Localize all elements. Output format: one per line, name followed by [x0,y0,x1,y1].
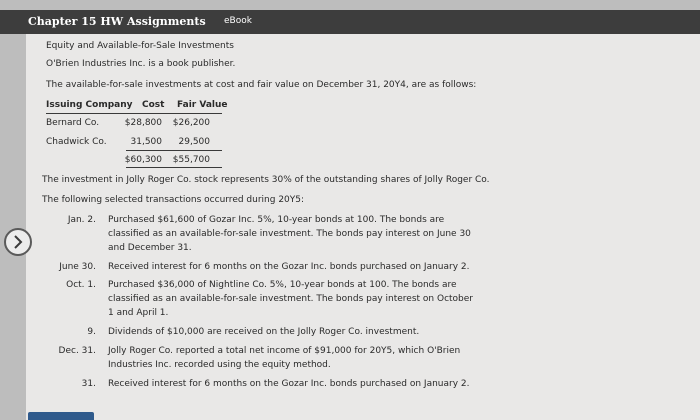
transaction-date: Oct. 1. [66,280,96,290]
problem-heading: Equity and Available-for-Sale Investments [46,41,234,51]
transaction-text: Purchased $36,000 of Nightline Co. 5%, 10-year bonds at 100. The bonds are [108,280,457,290]
ownership-note: The investment in Jolly Roger Co. stock represents 30% of the outstanding shares of Jolly Roger Co. [42,175,490,185]
investments-intro: The available-for-sale investments at cost and fair value on December 31, 20Y4, are as follows: [46,80,477,90]
bottom-action-tab[interactable] [28,412,94,420]
transaction-text: Dividends of $10,000 are received on the Jolly Roger Co. investment. [108,327,420,337]
transaction-text: Industries Inc. recorded using the equity method. [108,360,331,370]
next-nav-button[interactable] [4,228,32,256]
table-cell-cost: $28,800 [124,118,162,128]
transaction-date: Jan. 2. [67,215,96,225]
table-header-rule [46,113,222,114]
chevron-right-icon [12,235,24,249]
table-subtotal-rule [126,150,222,151]
transaction-text: Received interest for 6 months on the Gozar Inc. bonds purchased on January 2. [108,262,470,272]
table-total-cost: $60,300 [124,155,162,165]
transactions-intro: The following selected transactions occurred during 20Y5: [42,195,305,205]
table-header-fair-value: Fair Value [177,100,228,110]
transaction-text: and December 31. [108,243,192,253]
table-cell-fair-value: $26,200 [172,118,210,128]
table-cell-company: Bernard Co. [46,118,100,128]
table-header-company: Issuing Company [46,100,133,110]
transaction-text: 1 and April 1. [108,308,169,318]
table-header-cost: Cost [142,100,165,110]
transaction-text: classified as an available-for-sale investment. The bonds pay interest on October [108,294,474,304]
transaction-text: Received interest for 6 months on the Gozar Inc. bonds purchased on January 2. [108,379,470,389]
table-total-fair-value: $55,700 [172,155,210,165]
transaction-text: classified as an available-for-sale investment. The bonds pay interest on June 30 [108,229,471,239]
ebook-link[interactable]: eBook [224,16,252,26]
company-description: O'Brien Industries Inc. is a book publisher. [46,59,236,69]
table-cell-cost: 31,500 [130,137,162,147]
table-cell-fair-value: 29,500 [178,137,210,147]
transaction-date: 31. [81,379,96,389]
problem-document [26,34,700,420]
transaction-text: Purchased $61,600 of Gozar Inc. 5%, 10-year bonds at 100. The bonds are [108,215,445,225]
transaction-date: Dec. 31. [58,346,96,356]
table-cell-company: Chadwick Co. [46,137,107,147]
assignment-header-bar [0,10,700,34]
table-total-rule [126,167,222,168]
transaction-date: June 30. [59,262,96,272]
transaction-text: Jolly Roger Co. reported a total net income of $91,000 for 20Y5, which O'Brien [108,346,461,356]
assignment-title: Chapter 15 HW Assignments [28,15,206,28]
transaction-date: 9. [87,327,96,337]
